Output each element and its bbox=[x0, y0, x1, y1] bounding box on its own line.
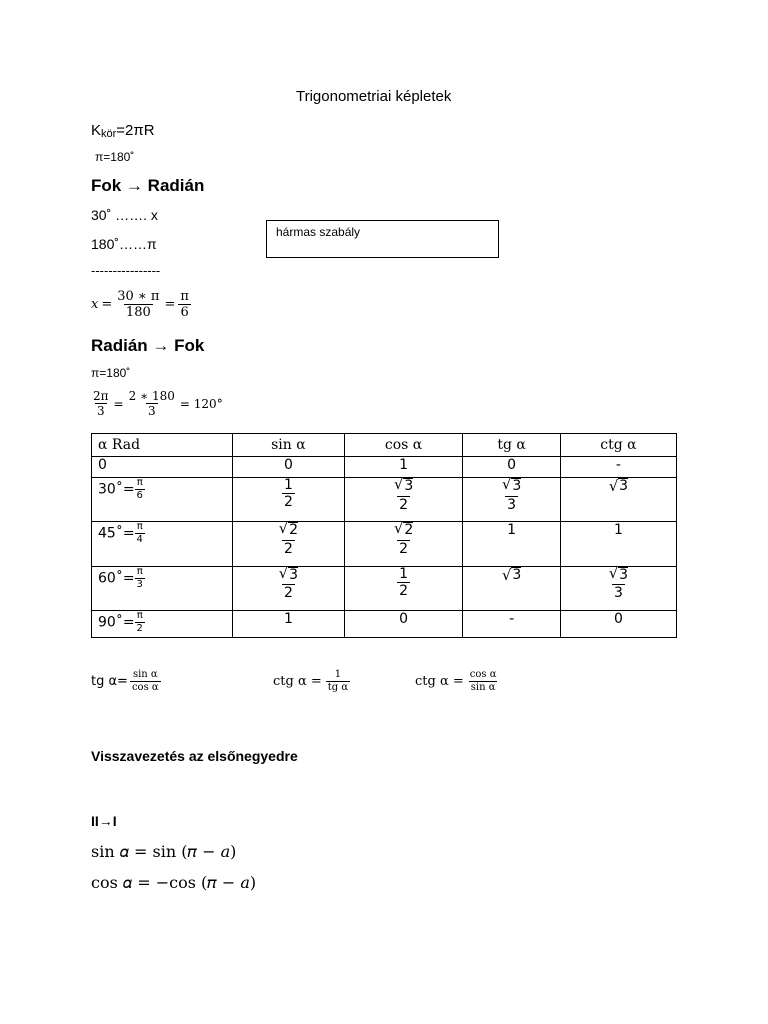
frac-den: cos α bbox=[131, 682, 159, 693]
pi-degree-line-2: π=180˚ bbox=[91, 366, 131, 380]
table-row bbox=[92, 610, 677, 637]
cell-sin bbox=[232, 566, 344, 610]
heading-fok-radian: Fok → Radián bbox=[91, 176, 205, 195]
radicand: 2 bbox=[404, 522, 414, 539]
fraction-2x180-3 bbox=[127, 390, 177, 417]
sqrt-icon: √ bbox=[278, 520, 289, 538]
radicand: 3 bbox=[619, 478, 629, 495]
cos-fraction bbox=[392, 478, 415, 511]
proportion-line-30: 30˚ ……. x bbox=[91, 207, 158, 223]
frac-den: sin α bbox=[470, 682, 496, 693]
cell-tg: 0 bbox=[463, 457, 561, 478]
frac-den: 180 bbox=[125, 305, 151, 320]
sqrt-icon: √ bbox=[278, 564, 289, 582]
radicand: 3 bbox=[619, 566, 629, 583]
sqrt-icon: √ bbox=[608, 564, 619, 582]
frac-den: 4 bbox=[136, 534, 143, 546]
tg-fraction bbox=[500, 478, 523, 511]
frac-num: π bbox=[136, 521, 143, 533]
cell-cos: 0 bbox=[344, 610, 462, 637]
frac-den: 2 bbox=[283, 585, 293, 601]
radicand: 3 bbox=[512, 566, 522, 583]
header-tg: tg α bbox=[463, 434, 561, 457]
cell-sin bbox=[232, 478, 344, 522]
frac-num: 2π bbox=[93, 389, 109, 403]
cell-ctg: 0 bbox=[560, 610, 676, 637]
cell-cos bbox=[344, 566, 462, 610]
frac-num: sin α bbox=[132, 669, 158, 680]
header-cos: cos α bbox=[344, 434, 462, 457]
equation-2pi-3 bbox=[91, 390, 223, 417]
sqrt-icon: √ bbox=[393, 520, 404, 538]
frac-den: 3 bbox=[136, 578, 143, 590]
identity-tg bbox=[91, 670, 161, 693]
cell-sin bbox=[232, 522, 344, 566]
frac-num: 1 bbox=[399, 565, 409, 582]
tg-fraction bbox=[130, 670, 161, 693]
sqrt-icon: √ bbox=[501, 476, 512, 494]
table-row bbox=[92, 566, 677, 610]
sqrt-icon: √ bbox=[608, 478, 619, 496]
angle-rad-fraction bbox=[135, 611, 145, 634]
quadrant-heading: II→I bbox=[91, 813, 117, 829]
table-row bbox=[92, 522, 677, 566]
table-header-row bbox=[92, 434, 677, 457]
frac-num: 2 ∗ 180 bbox=[128, 389, 175, 403]
identity-ctg-1 bbox=[273, 670, 350, 693]
cell-tg bbox=[463, 478, 561, 522]
cos-fraction bbox=[397, 567, 410, 598]
cos-fraction bbox=[392, 522, 415, 555]
sin-fraction bbox=[277, 564, 300, 601]
heading-radian-fok: Radián → Fok bbox=[91, 336, 205, 355]
angle-deg: 60˚= bbox=[98, 570, 135, 587]
cell-angle bbox=[92, 610, 233, 637]
frac-den: 3 bbox=[507, 496, 517, 513]
cell-tg bbox=[463, 566, 561, 610]
triple-rule-box bbox=[266, 220, 499, 258]
radicand: 2 bbox=[289, 522, 299, 539]
frac-num: π bbox=[136, 477, 143, 489]
cell-cos: 1 bbox=[344, 457, 462, 478]
sin-fraction bbox=[277, 522, 300, 555]
frac-num: π bbox=[136, 609, 143, 621]
frac-den: 2 bbox=[283, 494, 293, 511]
eq-result: = 120° bbox=[179, 396, 223, 411]
k-subscript: kör bbox=[101, 128, 117, 140]
ctg1-fraction bbox=[326, 670, 350, 693]
radicand: 3 bbox=[512, 478, 522, 495]
ctg2-label: ctg α = bbox=[415, 674, 464, 689]
frac-den: 6 bbox=[180, 305, 189, 320]
cell-ctg bbox=[560, 566, 676, 610]
frac-den: 3 bbox=[147, 404, 156, 418]
frac-num: 1 bbox=[334, 669, 342, 680]
frac-den: 6 bbox=[136, 490, 143, 502]
ctg2-fraction bbox=[468, 670, 499, 693]
radicand: 3 bbox=[404, 478, 414, 495]
frac-den: 3 bbox=[613, 585, 623, 601]
angle-rad-fraction bbox=[135, 522, 145, 545]
header-ctg: ctg α bbox=[560, 434, 676, 457]
k-letter: K bbox=[91, 122, 102, 139]
cell-angle bbox=[92, 522, 233, 566]
frac-num: 30 ∗ π bbox=[117, 289, 160, 304]
frac-num: π bbox=[136, 565, 143, 577]
cell-sin: 1 bbox=[232, 610, 344, 637]
pi-degree-line-1: π=180˚ bbox=[95, 150, 135, 164]
triple-rule-label: hármas szabály bbox=[276, 225, 361, 239]
frac-num: π bbox=[180, 289, 189, 304]
eq-x: x bbox=[91, 297, 99, 312]
ctg1-label: ctg α = bbox=[273, 674, 322, 689]
eq-sign-2: = bbox=[164, 297, 176, 312]
k-rest: =2πR bbox=[116, 122, 155, 139]
frac-den: tg α bbox=[327, 682, 349, 693]
angle-rad-fraction bbox=[135, 478, 145, 501]
eq-sign: = bbox=[101, 297, 113, 312]
cell-sin: 0 bbox=[232, 457, 344, 478]
frac-num: 1 bbox=[283, 477, 293, 494]
identity-ctg-2 bbox=[415, 670, 498, 693]
cell-angle bbox=[92, 478, 233, 522]
frac-den: 3 bbox=[96, 404, 105, 418]
cell-ctg: 1 bbox=[560, 522, 676, 566]
angle-rad-fraction bbox=[135, 567, 145, 590]
cell-ctg: - bbox=[560, 457, 676, 478]
cell-cos bbox=[344, 522, 462, 566]
cell-angle bbox=[92, 566, 233, 610]
angle-deg: 90˚= bbox=[98, 614, 135, 631]
tg-label: tg α= bbox=[91, 674, 128, 689]
cell-cos bbox=[344, 478, 462, 522]
sqrt-icon: √ bbox=[393, 476, 404, 494]
cos-reduction-formula: cos 𝛼 = −cos (𝜋 − 𝑎) bbox=[91, 873, 257, 892]
sqrt-icon: √ bbox=[501, 566, 512, 584]
fraction-30pi-180 bbox=[115, 290, 161, 319]
eq-sign: = bbox=[113, 396, 124, 411]
frac-num: cos α bbox=[469, 669, 497, 680]
cell-ctg bbox=[560, 478, 676, 522]
cell-angle: 0 bbox=[92, 457, 233, 478]
frac-den: 2 bbox=[399, 540, 409, 557]
frac-den: 2 bbox=[283, 540, 293, 557]
frac-den: 2 bbox=[399, 496, 409, 513]
circle-circumference-formula bbox=[91, 122, 155, 140]
page-title: Trigonometriai képletek bbox=[296, 88, 452, 105]
equation-x bbox=[91, 290, 191, 319]
header-alpha-rad: α Rad bbox=[92, 434, 233, 457]
dashes-line: ---------------- bbox=[91, 263, 161, 278]
ctg-fraction bbox=[607, 564, 630, 601]
frac-den: 2 bbox=[136, 622, 143, 634]
radicand: 3 bbox=[289, 566, 299, 583]
cell-tg: - bbox=[463, 610, 561, 637]
sin-fraction bbox=[282, 478, 295, 509]
table-row bbox=[92, 478, 677, 522]
angle-deg: 45˚= bbox=[98, 525, 135, 542]
cell-tg: 1 bbox=[463, 522, 561, 566]
trig-values-table bbox=[91, 433, 677, 638]
angle-deg: 30˚= bbox=[98, 481, 135, 498]
frac-den: 2 bbox=[399, 582, 409, 599]
header-sin: sin α bbox=[232, 434, 344, 457]
fraction-2pi-3 bbox=[91, 390, 111, 417]
reduction-heading: Visszavezetés az elsőnegyedre bbox=[91, 748, 298, 764]
table-row bbox=[92, 457, 677, 478]
sin-reduction-formula: sin 𝛼 = sin (𝜋 − 𝑎) bbox=[91, 842, 237, 861]
fraction-pi-6 bbox=[178, 290, 191, 319]
proportion-line-180: 180˚……π bbox=[91, 236, 157, 252]
